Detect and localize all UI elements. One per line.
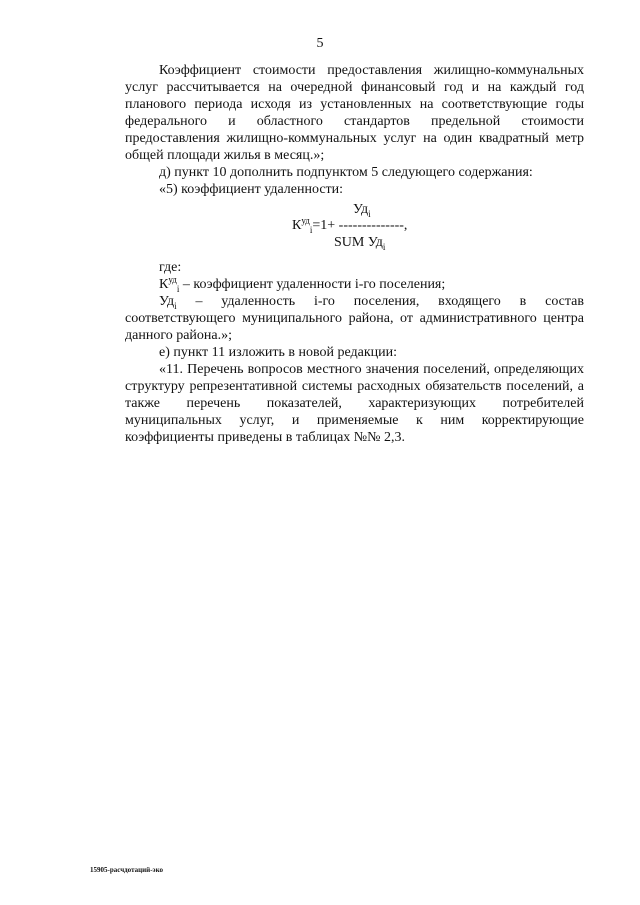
- definition-k: $К^{уд}_i$ – коэффициент удаленности i-го поселения;: [159, 274, 446, 294]
- paragraph-item-11: «11. Перечень вопросов местного значения поселений, определяющих структуру репрезентативной системы расходных обязательств поселений, а также перечень показателей, характеризующих потребителей муниципальных услуг, и применяемые к ним корректирующие коэффициенты приведены в таблицах №№ 2,3.: [125, 362, 584, 445]
- paragraph-where: где:: [159, 260, 182, 275]
- definition-ud: $Уд_i$ – удаленность i-го поселения, входящего в состав соответствующего муниципального района, от административного центра данного района.»;: [125, 294, 584, 343]
- paragraph-remoteness-intro: «5) коэффициент удаленности:: [159, 182, 344, 197]
- paragraph-item-e: е) пункт 11 изложить в новой редакции:: [159, 345, 398, 360]
- footer-file-code: 15905-расчдотаций-эко: [90, 866, 164, 874]
- formula-denominator: SUM $Уд_i$: [334, 235, 386, 252]
- formula-main-line: $К^{уд}_i=1+$ --------------,: [292, 215, 408, 235]
- paragraph-utility-coefficient: Коэффициент стоимости предоставления жилищно-коммунальных услуг рассчитывается на очередной финансовый год и на каждый год планового периода исходя из установленных на соответствующие годы федерального и областного стандартов предельной стоимости предоставления жилищно-коммунальных услуг на один квадратный метр общей площади жилья в месяц.»;: [125, 63, 584, 163]
- paragraph-item-d: д) пункт 10 дополнить подпунктом 5 следующего содержания:: [159, 165, 533, 180]
- document-body: [125, 62, 584, 446]
- formula-numerator: $Уд_i$: [353, 202, 371, 219]
- remoteness-formula: [125, 199, 584, 255]
- page-number: 5: [316, 36, 324, 51]
